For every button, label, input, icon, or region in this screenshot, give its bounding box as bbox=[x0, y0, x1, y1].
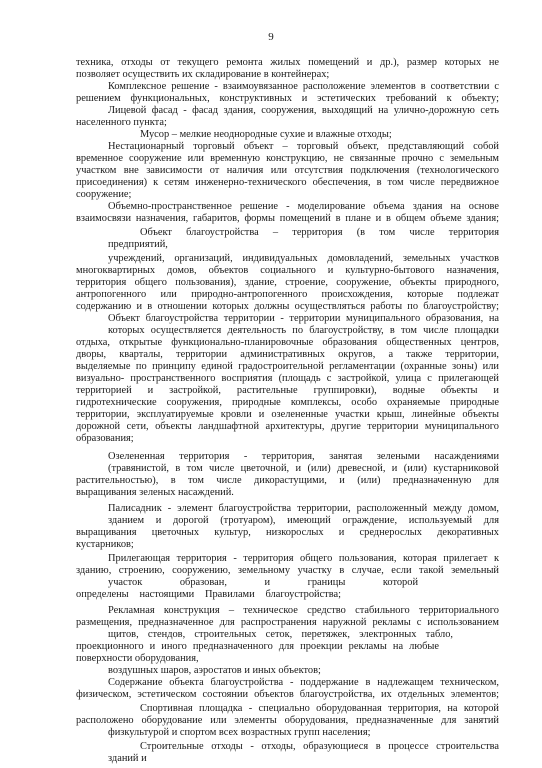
text-line: Комплексное решение - взаимоувязанное расположение элементов в соответствии с bbox=[108, 81, 499, 92]
text-line: поверхности оборудования, bbox=[76, 653, 199, 664]
text-line: которых осуществляется деятельность по благоустройству, в том числе площадки bbox=[108, 325, 499, 336]
text-line: расположено оборудование или элементы оборудования, предназначенные для занятий bbox=[76, 715, 499, 726]
text-line: Прилегающая территория - территория общего пользования, которая прилегает к bbox=[108, 553, 499, 564]
text-line: физкультурой и спортом всех возрастных групп населения; bbox=[108, 727, 371, 738]
text-line: растительностью), в том числе дикорастущими, и (или) предназначенную для bbox=[76, 475, 499, 486]
text-line: определены настоящими Правилами благоустройства; bbox=[76, 589, 341, 600]
text-line: выращивания зеленых насаждений. bbox=[76, 487, 234, 498]
text-line: участком вне зависимости от наличия или отсутствия подключения (технологического bbox=[76, 165, 499, 176]
text-line: территория общего пользования), здание, строение, сооружение, объекты природного, bbox=[76, 277, 499, 288]
text-line: Нестационарный торговый объект – торговый объект, представляющий собой bbox=[108, 141, 499, 152]
text-line: выращивания цветочных культур, низкорослых и среднерослых декоративных bbox=[76, 527, 499, 538]
text-line: кустарников; bbox=[76, 539, 134, 550]
text-line: дорожной сети, объекты ландшафтной архитектуры, другие территории муниципального bbox=[76, 421, 499, 432]
page-number: 9 bbox=[268, 31, 274, 43]
text-line: гидротехнические сооружения, природные комплексы, особо охраняемые природные bbox=[76, 397, 499, 408]
text-line: дворы, кварталы, территории административных округов, а также территории, bbox=[76, 349, 499, 360]
text-line: сооружение; bbox=[76, 189, 132, 200]
text-line: решением функциональных, конструктивных и эстетических требований к объекту; bbox=[76, 93, 499, 104]
text-line: Палисадник - элемент благоустройства территории, расположенный между домом, bbox=[108, 503, 499, 514]
text-line: зданию, строению, сооружению, земельному участку в случае, если такой земельный bbox=[76, 565, 499, 576]
text-line: Мусор – мелкие неоднородные сухие и влажные отходы; bbox=[140, 129, 392, 140]
text-line: взаимосвязи назначения, габаритов, формы помещений в плане и в общем объеме здания; bbox=[76, 213, 499, 224]
text-line: присоединения) к сетям инженерно-технического обеспечения, в том числе передвижное bbox=[76, 177, 499, 188]
text-line: образования; bbox=[76, 433, 134, 444]
text-line: техника, отходы от текущего ремонта жилых помещений и др.), размер которых не bbox=[76, 57, 499, 68]
text-line: воздушных шаров, аэростатов и иных объектов; bbox=[108, 665, 321, 676]
text-line: проекционного и иного предназначенного для проекции рекламы на любые bbox=[76, 641, 439, 652]
text-line: щитов, стендов, строительных сеток, перетяжек, электронных табло, bbox=[108, 629, 453, 640]
text-line: размещения, предназначенное для распространения наружной рекламы с использованием bbox=[76, 617, 499, 628]
text-line: зданием и дорогой (тротуаром), имеющий ограждение, используемый для bbox=[108, 515, 499, 526]
text-line: территорией и застройкой, растительные группировки), водные объекты и bbox=[76, 385, 499, 396]
text-line: Спортивная площадка - специально оборудованная территория, на которой bbox=[140, 703, 499, 714]
text-line: выделяемые по принципу единой градостроительной регламентации (охранные зоны) или bbox=[76, 361, 499, 372]
text-line: Объект благоустройства территории - территории муниципального образования, на bbox=[108, 313, 499, 324]
text-line: многоквартирных домов, объектов социального и культурно-бытового назначения, bbox=[76, 265, 499, 276]
text-line: участок образован, и границы которой bbox=[108, 577, 418, 588]
text-line: позволяет осуществить их складирование в контейнерах; bbox=[76, 69, 330, 80]
text-line: населенного пункта; bbox=[76, 117, 167, 128]
text-line: предприятий, bbox=[108, 239, 168, 250]
text-line: визуально- пространственного восприятия (площадь с застройкой, улица с прилегающей bbox=[76, 373, 499, 384]
text-line: отдыха, открытые функционально-планировочные образования общественных центров, bbox=[76, 337, 499, 348]
text-line: территории, эксплуатируемые кровли и озелененные участки крыш, линейные объекты bbox=[76, 409, 499, 420]
text-line: Строительные отходы - отходы, образующиеся в процессе строительства bbox=[140, 741, 499, 752]
text-line: антропогенного или природно-антропогенного происхождения, которые подлежат bbox=[76, 289, 499, 300]
text-line: Озелененная территория - территория, занятая зелеными насаждениями bbox=[108, 451, 499, 462]
text-line: Объект благоустройства – территория (в том числе территория bbox=[140, 227, 499, 238]
text-line: временное сооружение или временную конструкцию, не связанные прочно с земельным bbox=[76, 153, 499, 164]
text-line: Лицевой фасад - фасад здания, сооружения, выходящий на улично-дорожную сеть bbox=[108, 105, 499, 116]
text-line: зданий и bbox=[108, 753, 147, 764]
text-line: учреждений, организаций, индивидуальных домовладений, земельных участков bbox=[108, 253, 499, 264]
text-line: содержанию и в отношении которых должны осуществляться работы по благоустройству; bbox=[76, 301, 499, 312]
text-line: Рекламная конструкция – техническое средство стабильного территориального bbox=[108, 605, 499, 616]
text-line: Содержание объекта благоустройства - поддержание в надлежащем техническом, bbox=[108, 677, 499, 688]
text-line: (травянистой, в том числе цветочной, и (или) древесной, и (или) кустарниковой bbox=[108, 463, 499, 474]
text-line: физическом, эстетическом состоянии объектов благоустройства, их отдельных элементов; bbox=[76, 689, 499, 700]
text-line: Объемно-пространственное решение - моделирование объема здания на основе bbox=[108, 201, 499, 212]
